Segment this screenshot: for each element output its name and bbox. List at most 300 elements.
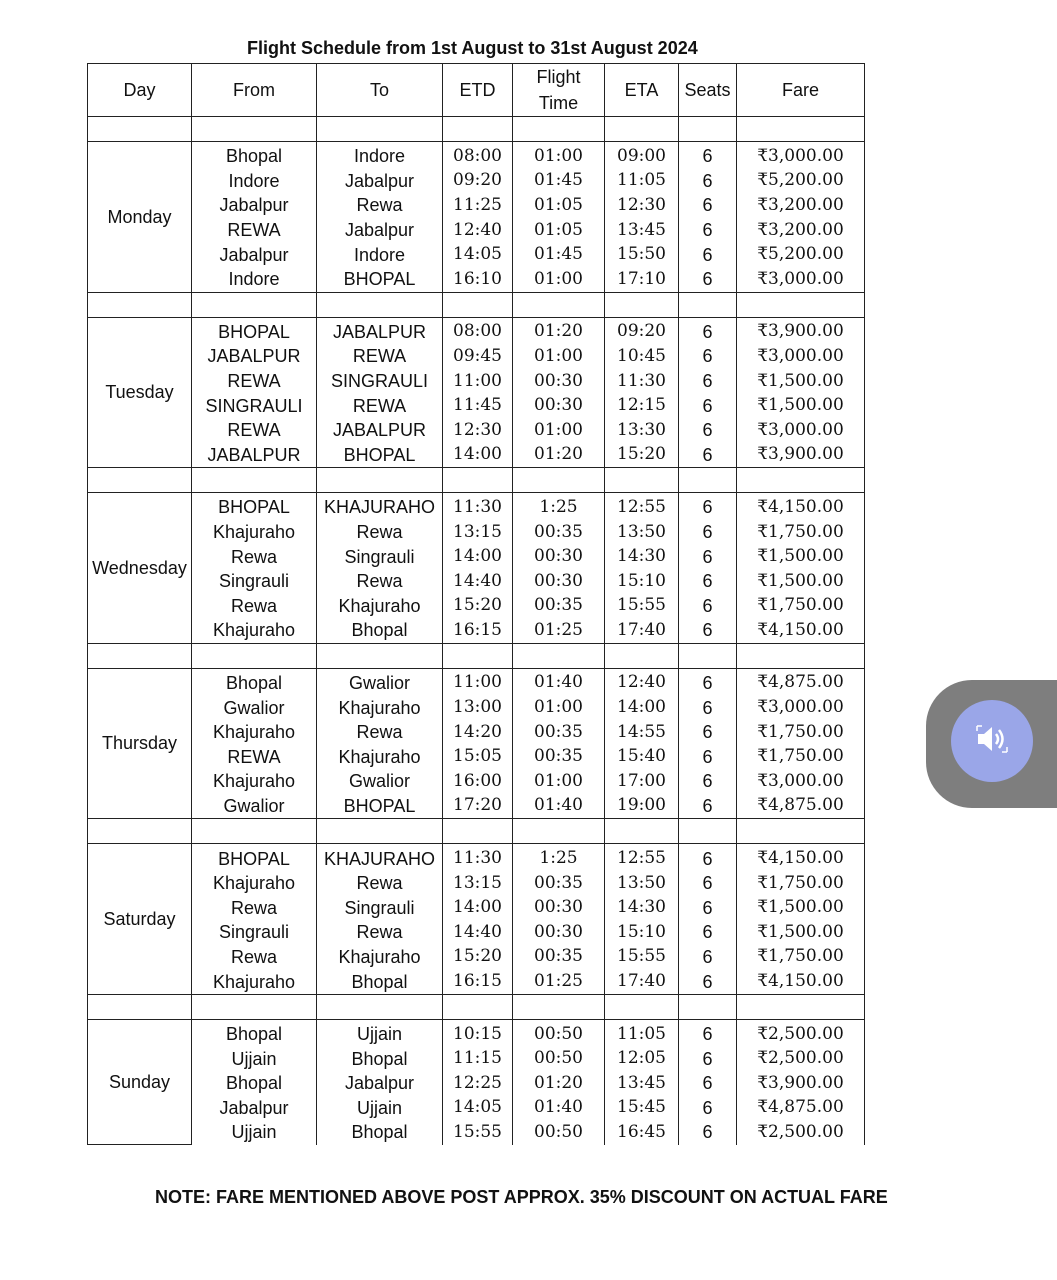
- from-cell: Singrauli: [192, 569, 317, 594]
- from-cell: REWA: [192, 418, 317, 443]
- eta-cell: 15:55: [605, 594, 679, 619]
- fare-cell: ₹4,150.00: [737, 969, 865, 994]
- seats-cell: 6: [679, 218, 737, 243]
- spacer-cell: [679, 292, 737, 317]
- to-cell: Bhopal: [317, 1120, 443, 1145]
- flight-time-cell: 00:30: [513, 393, 605, 418]
- from-cell: Rewa: [192, 544, 317, 569]
- flight-time-cell: 01:00: [513, 344, 605, 369]
- from-cell: Bhopal: [192, 1019, 317, 1046]
- from-cell: Jabalpur: [192, 242, 317, 267]
- table-row: [88, 544, 865, 569]
- flight-time-cell: 01:45: [513, 242, 605, 267]
- spacer-cell: [679, 117, 737, 142]
- etd-cell: 11:00: [443, 369, 513, 394]
- col-header-flight-time-line2: Time: [538, 93, 579, 113]
- to-cell: Gwalior: [317, 668, 443, 695]
- to-cell: JABALPUR: [317, 317, 443, 344]
- eta-cell: 12:30: [605, 193, 679, 218]
- spacer-cell: [317, 468, 443, 493]
- spacer-cell: [443, 117, 513, 142]
- flight-time-cell: 01:00: [513, 695, 605, 720]
- to-cell: Jabalpur: [317, 218, 443, 243]
- table-row: [88, 443, 865, 468]
- eta-cell: 15:20: [605, 443, 679, 468]
- table-row: [88, 267, 865, 292]
- table-row: [88, 1019, 865, 1046]
- fare-cell: ₹3,900.00: [737, 317, 865, 344]
- from-cell: Indore: [192, 169, 317, 194]
- eta-cell: 12:55: [605, 844, 679, 871]
- etd-cell: 11:30: [443, 493, 513, 520]
- table-row: [88, 920, 865, 945]
- table-row: [88, 1046, 865, 1071]
- to-cell: Indore: [317, 242, 443, 267]
- fare-cell: ₹2,500.00: [737, 1046, 865, 1071]
- etd-cell: 12:25: [443, 1071, 513, 1096]
- from-cell: BHOPAL: [192, 493, 317, 520]
- eta-cell: 17:40: [605, 969, 679, 994]
- spacer-cell: [192, 468, 317, 493]
- spacer-cell: [317, 117, 443, 142]
- spacer-cell: [513, 117, 605, 142]
- from-cell: Gwalior: [192, 794, 317, 819]
- to-cell: BHOPAL: [317, 443, 443, 468]
- fare-cell: ₹4,875.00: [737, 1096, 865, 1121]
- spacer-cell: [513, 643, 605, 668]
- from-cell: Indore: [192, 267, 317, 292]
- from-cell: Khajuraho: [192, 871, 317, 896]
- spacer-cell: [88, 643, 192, 668]
- seats-cell: 6: [679, 871, 737, 896]
- flight-time-cell: 00:35: [513, 744, 605, 769]
- table-row: [88, 695, 865, 720]
- from-cell: BHOPAL: [192, 317, 317, 344]
- eta-cell: 15:10: [605, 920, 679, 945]
- spacer-cell: [605, 468, 679, 493]
- etd-cell: 12:40: [443, 218, 513, 243]
- from-cell: REWA: [192, 218, 317, 243]
- from-cell: Khajuraho: [192, 769, 317, 794]
- etd-cell: 09:20: [443, 169, 513, 194]
- schedule-body: [88, 117, 865, 1145]
- fare-cell: ₹3,000.00: [737, 344, 865, 369]
- page-title: Flight Schedule from 1st August to 31st August 2024: [247, 38, 698, 58]
- seats-cell: 6: [679, 1120, 737, 1145]
- col-header-seats: Seats: [679, 64, 737, 117]
- etd-cell: 11:25: [443, 193, 513, 218]
- spacer-cell: [679, 819, 737, 844]
- from-cell: Ujjain: [192, 1046, 317, 1071]
- eta-cell: 15:55: [605, 945, 679, 970]
- spacer-cell: [192, 292, 317, 317]
- eta-cell: 13:45: [605, 1071, 679, 1096]
- seats-cell: 6: [679, 668, 737, 695]
- to-cell: Bhopal: [317, 1046, 443, 1071]
- fare-cell: ₹1,750.00: [737, 945, 865, 970]
- flight-time-cell: 1:25: [513, 844, 605, 871]
- spacer-cell: [88, 292, 192, 317]
- eta-cell: 17:00: [605, 769, 679, 794]
- table-row: [88, 668, 865, 695]
- eta-cell: 17:10: [605, 267, 679, 292]
- table-row: [88, 1120, 865, 1145]
- eta-cell: 09:00: [605, 142, 679, 169]
- flight-time-cell: 01:00: [513, 142, 605, 169]
- etd-cell: 08:00: [443, 142, 513, 169]
- etd-cell: 14:00: [443, 544, 513, 569]
- etd-cell: 15:20: [443, 945, 513, 970]
- flight-time-cell: 00:35: [513, 720, 605, 745]
- etd-cell: 13:15: [443, 871, 513, 896]
- col-header-day: Day: [88, 64, 192, 117]
- fare-cell: ₹3,900.00: [737, 1071, 865, 1096]
- col-header-fare: Fare: [737, 64, 865, 117]
- fare-cell: ₹5,200.00: [737, 169, 865, 194]
- flight-time-cell: 00:35: [513, 520, 605, 545]
- etd-cell: 14:00: [443, 895, 513, 920]
- etd-cell: 15:05: [443, 744, 513, 769]
- to-cell: REWA: [317, 344, 443, 369]
- fare-cell: ₹1,750.00: [737, 720, 865, 745]
- from-cell: Ujjain: [192, 1120, 317, 1145]
- spacer-cell: [605, 117, 679, 142]
- to-cell: KHAJURAHO: [317, 844, 443, 871]
- from-cell: REWA: [192, 744, 317, 769]
- flight-time-cell: 01:20: [513, 443, 605, 468]
- to-cell: Khajuraho: [317, 744, 443, 769]
- spacer-cell: [443, 819, 513, 844]
- etd-cell: 16:00: [443, 769, 513, 794]
- from-cell: Bhopal: [192, 1071, 317, 1096]
- seats-cell: 6: [679, 720, 737, 745]
- fare-cell: ₹4,150.00: [737, 493, 865, 520]
- fare-cell: ₹4,875.00: [737, 794, 865, 819]
- eta-cell: 11:30: [605, 369, 679, 394]
- col-header-from: From: [192, 64, 317, 117]
- table-row: [88, 317, 865, 344]
- seats-cell: 6: [679, 393, 737, 418]
- fare-cell: ₹1,750.00: [737, 871, 865, 896]
- table-row: [88, 393, 865, 418]
- eta-cell: 15:45: [605, 1096, 679, 1121]
- fare-cell: ₹3,200.00: [737, 218, 865, 243]
- spacer-row: [88, 819, 865, 844]
- flight-time-cell: 00:35: [513, 945, 605, 970]
- from-cell: Bhopal: [192, 668, 317, 695]
- etd-cell: 17:20: [443, 794, 513, 819]
- flight-time-cell: 01:00: [513, 267, 605, 292]
- header-row: [88, 64, 865, 117]
- spacer-cell: [737, 819, 865, 844]
- spacer-cell: [513, 468, 605, 493]
- flight-time-cell: 00:30: [513, 369, 605, 394]
- to-cell: BHOPAL: [317, 267, 443, 292]
- etd-cell: 11:30: [443, 844, 513, 871]
- table-row: [88, 142, 865, 169]
- spacer-cell: [513, 292, 605, 317]
- table-row: [88, 945, 865, 970]
- from-cell: Singrauli: [192, 920, 317, 945]
- table-row: [88, 418, 865, 443]
- etd-cell: 16:10: [443, 267, 513, 292]
- flight-time-cell: 01:40: [513, 668, 605, 695]
- seats-cell: 6: [679, 544, 737, 569]
- flight-time-cell: 01:00: [513, 418, 605, 443]
- seats-cell: 6: [679, 969, 737, 994]
- eta-cell: 10:45: [605, 344, 679, 369]
- audio-button[interactable]: [951, 700, 1033, 782]
- etd-cell: 11:00: [443, 668, 513, 695]
- from-cell: Jabalpur: [192, 1096, 317, 1121]
- spacer-row: [88, 292, 865, 317]
- table-row: [88, 169, 865, 194]
- spacer-cell: [443, 643, 513, 668]
- fare-cell: ₹3,000.00: [737, 142, 865, 169]
- etd-cell: 11:45: [443, 393, 513, 418]
- flight-time-cell: 1:25: [513, 493, 605, 520]
- to-cell: Gwalior: [317, 769, 443, 794]
- fare-cell: ₹1,500.00: [737, 544, 865, 569]
- etd-cell: 15:20: [443, 594, 513, 619]
- fare-cell: ₹3,000.00: [737, 267, 865, 292]
- fare-cell: ₹3,000.00: [737, 769, 865, 794]
- spacer-cell: [679, 643, 737, 668]
- seats-cell: 6: [679, 594, 737, 619]
- spacer-cell: [737, 117, 865, 142]
- seats-cell: 6: [679, 794, 737, 819]
- spacer-cell: [605, 994, 679, 1019]
- spacer-cell: [192, 117, 317, 142]
- to-cell: Jabalpur: [317, 169, 443, 194]
- fare-cell: ₹3,900.00: [737, 443, 865, 468]
- eta-cell: 12:15: [605, 393, 679, 418]
- day-cell: Wednesday: [88, 493, 192, 644]
- etd-cell: 14:05: [443, 1096, 513, 1121]
- table-row: [88, 569, 865, 594]
- to-cell: JABALPUR: [317, 418, 443, 443]
- from-cell: Khajuraho: [192, 618, 317, 643]
- table-row: [88, 844, 865, 871]
- table-row: [88, 344, 865, 369]
- seats-cell: 6: [679, 1019, 737, 1046]
- eta-cell: 15:50: [605, 242, 679, 267]
- fare-cell: ₹3,000.00: [737, 695, 865, 720]
- to-cell: BHOPAL: [317, 794, 443, 819]
- table-row: [88, 744, 865, 769]
- table-row: [88, 794, 865, 819]
- fare-cell: ₹1,750.00: [737, 594, 865, 619]
- spacer-cell: [443, 994, 513, 1019]
- spacer-cell: [443, 468, 513, 493]
- to-cell: SINGRAULI: [317, 369, 443, 394]
- to-cell: Rewa: [317, 920, 443, 945]
- to-cell: Khajuraho: [317, 695, 443, 720]
- seats-cell: 6: [679, 1046, 737, 1071]
- spacer-cell: [605, 643, 679, 668]
- flight-time-cell: 01:00: [513, 769, 605, 794]
- fare-cell: ₹3,000.00: [737, 418, 865, 443]
- spacer-cell: [192, 994, 317, 1019]
- etd-cell: 13:15: [443, 520, 513, 545]
- to-cell: Singrauli: [317, 544, 443, 569]
- etd-cell: 16:15: [443, 618, 513, 643]
- seats-cell: 6: [679, 344, 737, 369]
- flight-time-cell: 00:30: [513, 920, 605, 945]
- table-row: [88, 618, 865, 643]
- flight-time-cell: 00:50: [513, 1019, 605, 1046]
- etd-cell: 14:20: [443, 720, 513, 745]
- eta-cell: 09:20: [605, 317, 679, 344]
- spacer-cell: [605, 292, 679, 317]
- spacer-row: [88, 994, 865, 1019]
- etd-cell: 10:15: [443, 1019, 513, 1046]
- day-cell: Monday: [88, 142, 192, 293]
- seats-cell: 6: [679, 169, 737, 194]
- fare-cell: ₹1,500.00: [737, 393, 865, 418]
- spacer-cell: [317, 819, 443, 844]
- table-row: [88, 218, 865, 243]
- eta-cell: 17:40: [605, 618, 679, 643]
- from-cell: Gwalior: [192, 695, 317, 720]
- eta-cell: 11:05: [605, 169, 679, 194]
- etd-cell: 09:45: [443, 344, 513, 369]
- spacer-cell: [192, 643, 317, 668]
- from-cell: Rewa: [192, 945, 317, 970]
- seats-cell: 6: [679, 1071, 737, 1096]
- eta-cell: 14:00: [605, 695, 679, 720]
- spacer-row: [88, 468, 865, 493]
- flight-time-cell: 00:50: [513, 1046, 605, 1071]
- spacer-cell: [605, 819, 679, 844]
- eta-cell: 14:55: [605, 720, 679, 745]
- to-cell: Rewa: [317, 720, 443, 745]
- from-cell: Khajuraho: [192, 720, 317, 745]
- etd-cell: 15:55: [443, 1120, 513, 1145]
- to-cell: Ujjain: [317, 1096, 443, 1121]
- table-row: [88, 1071, 865, 1096]
- table-row: [88, 871, 865, 896]
- seats-cell: 6: [679, 242, 737, 267]
- flight-time-cell: 01:45: [513, 169, 605, 194]
- flight-time-cell: 00:50: [513, 1120, 605, 1145]
- flight-time-cell: 01:05: [513, 193, 605, 218]
- seats-cell: 6: [679, 193, 737, 218]
- eta-cell: 14:30: [605, 895, 679, 920]
- flight-time-cell: 01:05: [513, 218, 605, 243]
- eta-cell: 15:40: [605, 744, 679, 769]
- seats-cell: 6: [679, 618, 737, 643]
- to-cell: Khajuraho: [317, 945, 443, 970]
- spacer-cell: [88, 468, 192, 493]
- etd-cell: 13:00: [443, 695, 513, 720]
- flight-time-cell: 00:30: [513, 569, 605, 594]
- seats-cell: 6: [679, 317, 737, 344]
- fare-cell: ₹4,150.00: [737, 844, 865, 871]
- seats-cell: 6: [679, 520, 737, 545]
- fare-cell: ₹3,200.00: [737, 193, 865, 218]
- eta-cell: 13:45: [605, 218, 679, 243]
- flight-time-cell: 01:40: [513, 1096, 605, 1121]
- seats-cell: 6: [679, 369, 737, 394]
- etd-cell: 16:15: [443, 969, 513, 994]
- etd-cell: 08:00: [443, 317, 513, 344]
- flight-time-cell: 01:25: [513, 618, 605, 643]
- table-row: [88, 493, 865, 520]
- fare-cell: ₹5,200.00: [737, 242, 865, 267]
- fare-cell: ₹1,750.00: [737, 520, 865, 545]
- to-cell: Bhopal: [317, 969, 443, 994]
- seats-cell: 6: [679, 443, 737, 468]
- table-row: [88, 1096, 865, 1121]
- flight-time-cell: 00:30: [513, 895, 605, 920]
- eta-cell: 19:00: [605, 794, 679, 819]
- from-cell: Khajuraho: [192, 969, 317, 994]
- table-row: [88, 969, 865, 994]
- col-header-flight-time: [513, 64, 605, 117]
- from-cell: BHOPAL: [192, 844, 317, 871]
- seats-cell: 6: [679, 418, 737, 443]
- to-cell: Ujjain: [317, 1019, 443, 1046]
- to-cell: Jabalpur: [317, 1071, 443, 1096]
- to-cell: Khajuraho: [317, 594, 443, 619]
- spacer-row: [88, 643, 865, 668]
- fare-cell: ₹1,500.00: [737, 920, 865, 945]
- flight-time-cell: 01:20: [513, 317, 605, 344]
- speaker-icon: [975, 724, 1009, 759]
- spacer-cell: [88, 994, 192, 1019]
- fare-cell: ₹2,500.00: [737, 1019, 865, 1046]
- eta-cell: 12:05: [605, 1046, 679, 1071]
- flight-schedule-table: [87, 63, 865, 1145]
- spacer-cell: [737, 468, 865, 493]
- eta-cell: 15:10: [605, 569, 679, 594]
- eta-cell: 16:45: [605, 1120, 679, 1145]
- flight-time-cell: 01:40: [513, 794, 605, 819]
- from-cell: SINGRAULI: [192, 393, 317, 418]
- spacer-cell: [737, 643, 865, 668]
- day-cell: Saturday: [88, 844, 192, 995]
- etd-cell: 14:05: [443, 242, 513, 267]
- spacer-cell: [443, 292, 513, 317]
- spacer-cell: [737, 292, 865, 317]
- from-cell: JABALPUR: [192, 443, 317, 468]
- eta-cell: 13:50: [605, 520, 679, 545]
- seats-cell: 6: [679, 769, 737, 794]
- eta-cell: 13:30: [605, 418, 679, 443]
- spacer-cell: [317, 643, 443, 668]
- spacer-cell: [737, 994, 865, 1019]
- etd-cell: 14:00: [443, 443, 513, 468]
- to-cell: Rewa: [317, 193, 443, 218]
- seats-cell: 6: [679, 695, 737, 720]
- fare-cell: ₹4,150.00: [737, 618, 865, 643]
- flight-time-cell: 01:25: [513, 969, 605, 994]
- from-cell: Khajuraho: [192, 520, 317, 545]
- audio-overlay-panel: [926, 680, 1057, 808]
- seats-cell: 6: [679, 142, 737, 169]
- seats-cell: 6: [679, 844, 737, 871]
- table-row: [88, 769, 865, 794]
- flight-time-cell: 00:35: [513, 871, 605, 896]
- from-cell: Rewa: [192, 594, 317, 619]
- fare-note: NOTE: FARE MENTIONED ABOVE POST APPROX. 35% DISCOUNT ON ACTUAL FARE: [155, 1187, 888, 1207]
- from-cell: Jabalpur: [192, 193, 317, 218]
- spacer-cell: [88, 819, 192, 844]
- col-header-flight-time-line1: Flight: [536, 67, 581, 87]
- from-cell: Rewa: [192, 895, 317, 920]
- table-row: [88, 720, 865, 745]
